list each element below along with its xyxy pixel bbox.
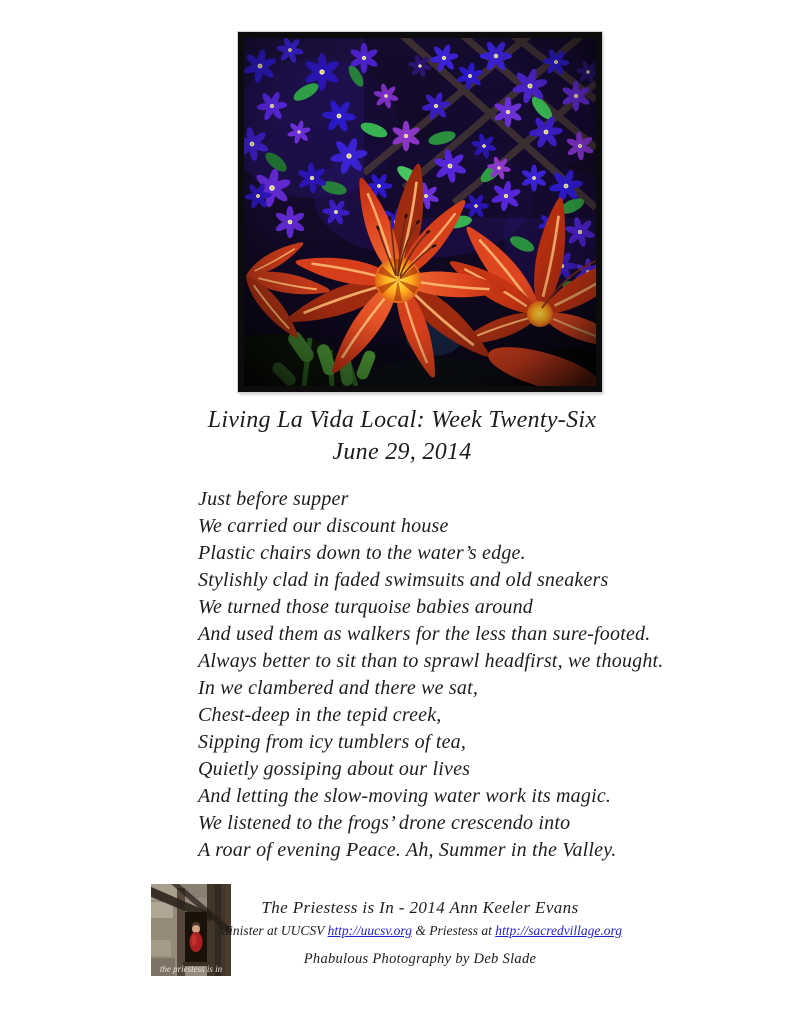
poem-line: And letting the slow-moving water work its magic. [198,785,612,807]
page-title: Living La Vida Local: Week Twenty-Six [207,407,597,433]
poem-line: We turned those turquoise babies around [198,596,534,618]
poem-line: We listened to the frogs’ drone crescendo into [198,812,571,834]
uucsv-link[interactable]: http://uucsv.org [327,923,412,938]
daylily-photo-art [244,38,596,386]
daylily-clematis-photo [238,32,602,392]
poem-line: Chest-deep in the tepid creek, [198,704,442,726]
footer-title: The Priestess is In - 2014 Ann Keeler Evans [261,898,579,917]
poem-line: And used them as walkers for the less than sure-footed. [198,623,651,645]
footer-links-line [140,923,700,939]
page-date: June 29, 2014 [332,439,472,465]
poem-line: We carried our discount house [198,515,449,537]
vignette-overlay [244,38,596,386]
poem-line: Just before supper [198,488,349,510]
title-block [12,404,791,468]
poem-line: Always better to sit than to sprawl headfirst, we thought. [198,650,664,672]
poem-line: Quietly gossiping about our lives [198,758,471,780]
badge-caption: the priestess is in [159,964,223,974]
poem-line: A roar of evening Peace. Ah, Summer in the Valley. [198,839,617,861]
footer-minister-text: Minister at UUCSV [217,923,328,938]
poem-line: Plastic chairs down to the water’s edge. [198,542,526,564]
poem-line: In we clambered and there we sat, [198,677,479,699]
photography-credit: Phabulous Photography by Deb Slade [303,951,537,967]
poem-line: Sipping from icy tumblers of tea, [198,731,467,753]
footer-priestess-text: & Priestess at [411,923,496,938]
sacredvillage-link[interactable]: http://sacredvillage.org [495,923,623,938]
poem-line: Stylishly clad in faded swimsuits and old sneakers [198,569,609,591]
poem [198,486,664,864]
